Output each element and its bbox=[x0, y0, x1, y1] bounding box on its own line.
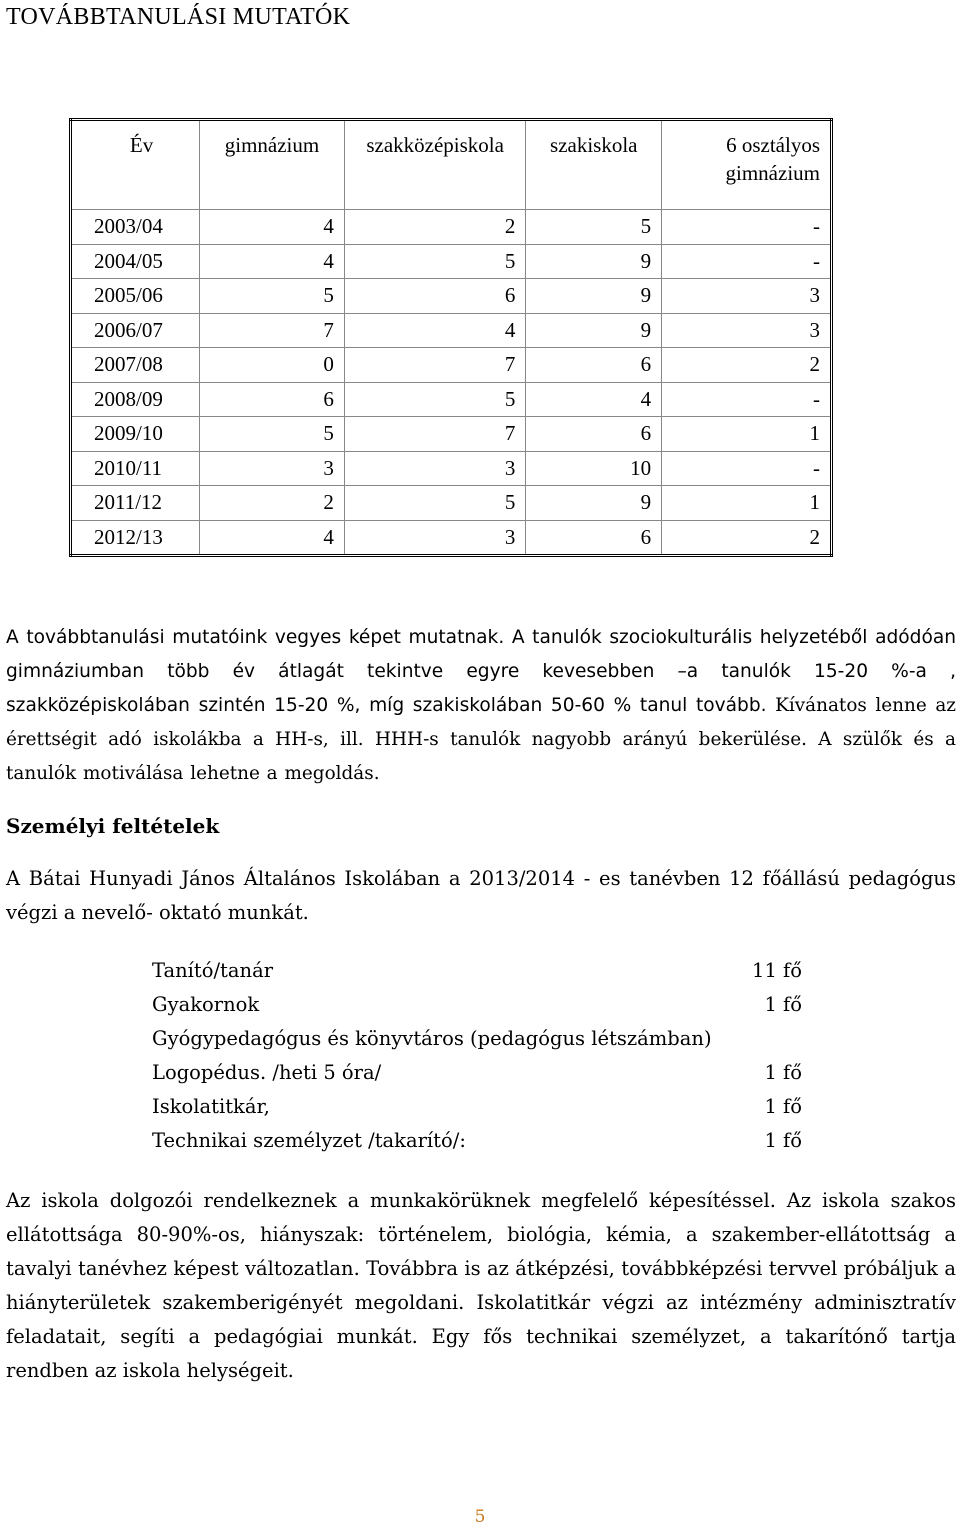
table-cell: 4 bbox=[344, 313, 526, 348]
table-cell: 4 bbox=[526, 382, 662, 417]
table-cell: 4 bbox=[200, 244, 345, 279]
table-cell: 0 bbox=[200, 348, 345, 383]
table-cell: 5 bbox=[344, 244, 526, 279]
staff-count: 1 fő bbox=[764, 1129, 802, 1152]
table-cell: 7 bbox=[344, 348, 526, 383]
staff-role: Tanító/tanár bbox=[152, 959, 274, 982]
table-cell: 3 bbox=[344, 520, 526, 556]
table-cell: 2011/12 bbox=[71, 486, 200, 521]
staff-count: 1 fő bbox=[764, 1061, 802, 1084]
table-row bbox=[71, 313, 832, 348]
table-row bbox=[71, 279, 832, 314]
table-cell: 5 bbox=[344, 486, 526, 521]
table-cell: 2004/05 bbox=[71, 244, 200, 279]
table-cell: 6 bbox=[526, 348, 662, 383]
paragraph-part-serif: Kívánatos lenne az érettségit adó iskolákba a HH-s, ill. HHH-s tanulók nagyobb arányú bekerülése. A szülők és a tanulók motiválása lehetne a megoldás. bbox=[6, 695, 956, 784]
table-header-row bbox=[71, 120, 832, 210]
table-cell: 5 bbox=[344, 382, 526, 417]
page-number: 5 bbox=[474, 1507, 486, 1527]
table-cell: 2010/11 bbox=[71, 451, 200, 486]
table-cell: 6 bbox=[344, 279, 526, 314]
staff-count: 1 fő bbox=[764, 993, 802, 1016]
header-szakkozepiskola: szakközépiskola bbox=[344, 120, 526, 210]
table-row bbox=[71, 520, 832, 556]
table-cell: 9 bbox=[526, 313, 662, 348]
staff-row bbox=[152, 1022, 802, 1056]
staff-role: Logopédus. /heti 5 óra/ bbox=[152, 1061, 382, 1084]
page-title: TOVÁBBTANULÁSI MUTATÓK bbox=[6, 4, 351, 30]
table-row bbox=[71, 244, 832, 279]
table-cell: 6 bbox=[526, 417, 662, 452]
paragraph-staff-intro: A Bátai Hunyadi János Általános Iskolában a 2013/2014 - es tanévben 12 főállású pedagógus végzi a nevelő- oktató munkát. bbox=[6, 867, 956, 924]
header-ev: Év bbox=[71, 120, 200, 210]
table-cell: - bbox=[662, 451, 832, 486]
table-cell: 3 bbox=[662, 279, 832, 314]
table-cell: - bbox=[662, 382, 832, 417]
staff-row bbox=[152, 1090, 802, 1124]
statistics-table bbox=[69, 118, 833, 557]
staff-role: Gyakornok bbox=[152, 993, 260, 1016]
table-cell: 4 bbox=[200, 520, 345, 556]
paragraph-part-sans: A továbbtanulási mutatóink vegyes képet mutatnak. A tanulók szociokulturális helyzetéből adódóan gimnáziumban több év átlagát tekintve egyre kevesebben –a tanulók 15-20 %-a , szakközépiskolában szintén 15-20 %, míg szakiskolában 50-60 % tanul tovább. bbox=[6, 627, 956, 716]
table-row bbox=[71, 451, 832, 486]
staff-row bbox=[152, 988, 802, 1022]
table-cell: 9 bbox=[526, 279, 662, 314]
staff-row bbox=[152, 1124, 802, 1158]
paragraph-qualifications: Az iskola dolgozói rendelkeznek a munkakörüknek megfelelő képesítéssel. Az iskola szakos ellátottsága 80-90%-os, hiányszak: történelem, biológia, kémia, a szakember-ellátottság a tavalyi tanévhez képest változatlan. Továbbra is az átképzési, továbbképzési tervvel próbáljuk a hiányterületek szakemberigényét megoldani. Iskolatitkár végzi az intézmény adminisztratív feladatait, segíti a pedagógiai munkát. Egy fős technikai személyzet, a takarítónő tartja rendben az iskola helységeit. bbox=[6, 1189, 956, 1382]
table-cell: 2005/06 bbox=[71, 279, 200, 314]
table-cell: 2 bbox=[344, 210, 526, 245]
table-row bbox=[71, 210, 832, 245]
header-szakiskola: szakiskola bbox=[526, 120, 662, 210]
table-cell: 3 bbox=[662, 313, 832, 348]
table-cell: 9 bbox=[526, 244, 662, 279]
staff-row bbox=[152, 954, 802, 988]
staff-role: Technikai személyzet /takarító/: bbox=[152, 1129, 466, 1152]
table-cell: - bbox=[662, 244, 832, 279]
table-row bbox=[71, 417, 832, 452]
table-cell: 6 bbox=[200, 382, 345, 417]
staff-role: Iskolatitkár, bbox=[152, 1095, 270, 1118]
table-cell: 10 bbox=[526, 451, 662, 486]
table-body bbox=[71, 210, 832, 556]
table-cell: 2 bbox=[200, 486, 345, 521]
section-heading: Személyi feltételek bbox=[6, 814, 220, 838]
header-gimnazium: gimnázium bbox=[200, 120, 345, 210]
staff-count: 11 fő bbox=[752, 959, 802, 982]
table-cell: 5 bbox=[200, 417, 345, 452]
table-row bbox=[71, 382, 832, 417]
header-6-osztalyos: 6 osztályos gimnázium bbox=[662, 120, 832, 210]
table-cell: 4 bbox=[200, 210, 345, 245]
table-cell: 2012/13 bbox=[71, 520, 200, 556]
table-cell: 2 bbox=[662, 520, 832, 556]
table-cell: 2007/08 bbox=[71, 348, 200, 383]
table-cell: 1 bbox=[662, 417, 832, 452]
table-cell: 2009/10 bbox=[71, 417, 200, 452]
table-cell: 5 bbox=[526, 210, 662, 245]
table-cell: - bbox=[662, 210, 832, 245]
table-cell: 3 bbox=[200, 451, 345, 486]
table-cell: 3 bbox=[344, 451, 526, 486]
table-cell: 7 bbox=[200, 313, 345, 348]
table-cell: 2 bbox=[662, 348, 832, 383]
staff-role: Gyógypedagógus és könyvtáros (pedagógus létszámban) bbox=[152, 1027, 712, 1050]
table-row bbox=[71, 486, 832, 521]
table-cell: 2006/07 bbox=[71, 313, 200, 348]
table-cell: 9 bbox=[526, 486, 662, 521]
table-cell: 2003/04 bbox=[71, 210, 200, 245]
staff-count: 1 fő bbox=[764, 1095, 802, 1118]
table-cell: 7 bbox=[344, 417, 526, 452]
table-cell: 2008/09 bbox=[71, 382, 200, 417]
staff-list bbox=[152, 954, 802, 1158]
table-row bbox=[71, 348, 832, 383]
staff-row bbox=[152, 1056, 802, 1090]
paragraph-further-studies bbox=[6, 621, 956, 791]
table-cell: 5 bbox=[200, 279, 345, 314]
table-cell: 6 bbox=[526, 520, 662, 556]
table-cell: 1 bbox=[662, 486, 832, 521]
